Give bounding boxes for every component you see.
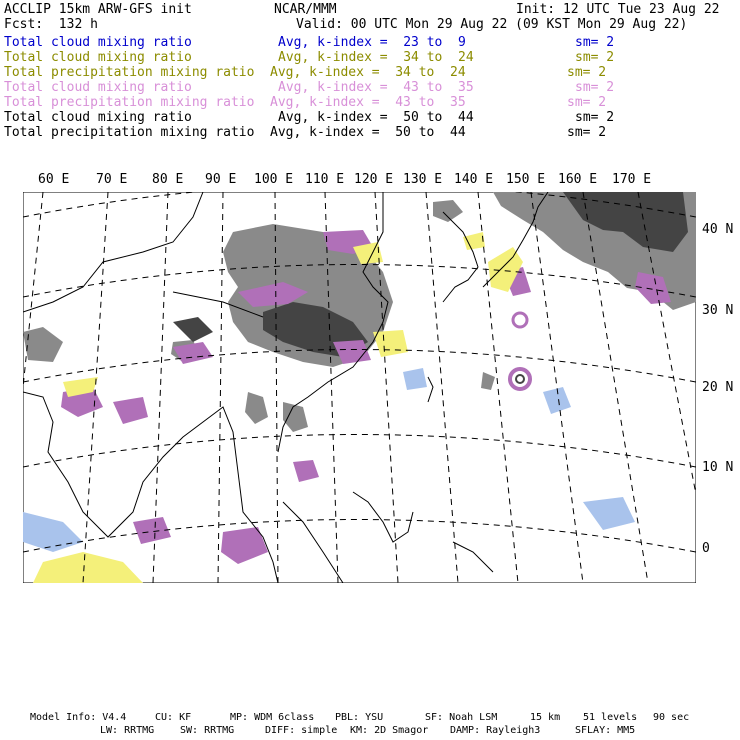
field-1-name: Total cloud mixing ratio [4, 50, 192, 65]
field-0-avg: Avg, k-index = 23 to 9 [278, 35, 466, 50]
lon-label-120e: 120 E [354, 172, 394, 187]
lat-label-30n: 30 N [702, 303, 734, 318]
field-0-name: Total cloud mixing ratio [4, 35, 192, 50]
lon-label-140e: 140 E [454, 172, 494, 187]
field-3-name: Total cloud mixing ratio [4, 80, 192, 95]
forecast-hour: Fcst: 132 h [4, 17, 98, 32]
footer-km: KM: 2D Smagor [350, 725, 429, 736]
lat-label-20n: 20 N [702, 380, 734, 395]
field-5-name: Total cloud mixing ratio [4, 110, 192, 125]
org-label: NCAR/MMM [274, 2, 337, 17]
footer-diff: DIFF: simple [265, 725, 338, 736]
field-4-name: Total precipitation mixing ratio [4, 95, 255, 110]
lon-label-160e: 160 E [558, 172, 598, 187]
lon-label-90e: 90 E [205, 172, 237, 187]
lon-label-70e: 70 E [96, 172, 128, 187]
field-1-sm: sm= 2 [575, 50, 615, 65]
lon-label-110e: 110 E [305, 172, 345, 187]
field-6-sm: sm= 2 [567, 125, 607, 140]
field-3-sm: sm= 2 [575, 80, 615, 95]
field-4-sm: sm= 2 [567, 95, 607, 110]
footer-sf: SF: Noah LSM [425, 712, 498, 723]
lon-label-130e: 130 E [403, 172, 443, 187]
footer-mp: MP: WDM 6class [230, 712, 315, 723]
lat-label-0: 0 [702, 541, 710, 556]
field-2-sm: sm= 2 [567, 65, 607, 80]
field-5-avg: Avg, k-index = 50 to 44 [278, 110, 474, 125]
field-4-avg: Avg, k-index = 43 to 35 [270, 95, 466, 110]
field-2-avg: Avg, k-index = 34 to 24 [270, 65, 466, 80]
lon-label-150e: 150 E [506, 172, 546, 187]
footer-timestep: 90 sec [653, 712, 690, 723]
footer-sflay: SFLAY: MM5 [575, 725, 636, 736]
footer-model-info: Model Info: V4.4 [30, 712, 127, 723]
valid-time: Valid: 00 UTC Mon 29 Aug 22 (09 KST Mon 29 Aug 22) [296, 17, 688, 32]
model-title: ACCLIP 15km ARW-GFS init [4, 2, 192, 17]
lon-label-60e: 60 E [38, 172, 70, 187]
footer-cu: CU: KF [155, 712, 192, 723]
field-5-sm: sm= 2 [575, 110, 615, 125]
forecast-map [23, 192, 696, 583]
lat-label-40n: 40 N [702, 222, 734, 237]
field-0-sm: sm= 2 [575, 35, 615, 50]
init-time: Init: 12 UTC Tue 23 Aug 22 [516, 2, 720, 17]
field-6-name: Total precipitation mixing ratio [4, 125, 255, 140]
footer-levels: 51 levels [583, 712, 638, 723]
lat-label-10n: 10 N [702, 460, 734, 475]
footer-lw: LW: RRTMG [100, 725, 155, 736]
field-6-avg: Avg, k-index = 50 to 44 [270, 125, 466, 140]
footer-res: 15 km [530, 712, 561, 723]
lon-label-80e: 80 E [152, 172, 184, 187]
lon-label-100e: 100 E [254, 172, 294, 187]
field-1-avg: Avg, k-index = 34 to 24 [278, 50, 474, 65]
footer-damp: DAMP: Rayleigh3 [450, 725, 541, 736]
footer-sw: SW: RRTMG [180, 725, 235, 736]
field-2-name: Total precipitation mixing ratio [4, 65, 255, 80]
lon-label-170e: 170 E [612, 172, 652, 187]
field-3-avg: Avg, k-index = 43 to 35 [278, 80, 474, 95]
footer-pbl: PBL: YSU [335, 712, 384, 723]
